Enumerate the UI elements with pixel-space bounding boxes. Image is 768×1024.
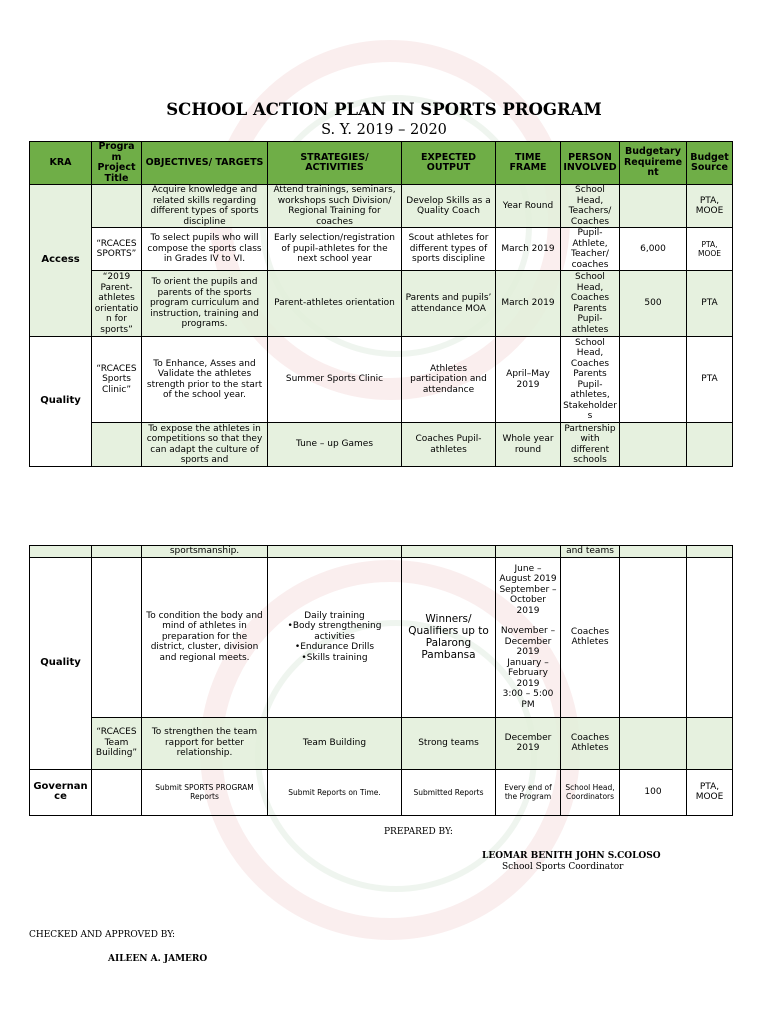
output-cell: Coaches Pupil-athletes bbox=[402, 423, 496, 467]
objectives-cell: To orient the pupils and parents of the sports program curriculum and instruction, training and programs. bbox=[142, 271, 268, 337]
strategy-item: • Skills training bbox=[270, 653, 399, 664]
output-cell: Parents and pupils’ attendance MOA bbox=[402, 271, 496, 337]
time-frame-cell: Whole year round bbox=[496, 423, 561, 467]
output-cell: Strong teams bbox=[402, 717, 496, 769]
budget-cell bbox=[620, 717, 687, 769]
source-cell: PTA, MOOE bbox=[687, 228, 733, 271]
table-row bbox=[30, 337, 733, 423]
strategies-cell: Summer Sports Clinic bbox=[268, 337, 402, 423]
time-frame-cell: April–May 2019 bbox=[496, 337, 561, 423]
document-title: SCHOOL ACTION PLAN IN SPORTS PROGRAM bbox=[166, 100, 602, 119]
output-cell: Winners/ Qualifiers up to Palarong Pambansa bbox=[402, 557, 496, 717]
budget-cell: 6,000 bbox=[620, 228, 687, 271]
output-cell: Scout athletes for different types of sports discipline bbox=[402, 228, 496, 271]
table-row bbox=[30, 769, 733, 815]
project-title-cell bbox=[92, 557, 142, 717]
school-year: S. Y. 2019 – 2020 bbox=[321, 122, 447, 138]
strategies-cell: Submit Reports on Time. bbox=[268, 769, 402, 815]
strategies-cell: Parent-athletes orientation bbox=[268, 271, 402, 337]
time-frame-cell: March 2019 bbox=[496, 228, 561, 271]
header-person-involved: PERSON INVOLVED bbox=[561, 142, 620, 185]
header-budgetary-requirement: Budgetary Requirement bbox=[620, 142, 687, 185]
budget-cell bbox=[620, 423, 687, 467]
project-title-cell: “RCACES Team Building” bbox=[92, 717, 142, 769]
person-cell: School Head, Coaches Parents Pupil-athletes bbox=[561, 271, 620, 337]
table-row bbox=[30, 557, 733, 717]
time-line: June – August 2019 bbox=[499, 563, 557, 585]
source-cell bbox=[687, 557, 733, 717]
time-frame-cell: December 2019 bbox=[496, 717, 561, 769]
budget-cell: 500 bbox=[620, 271, 687, 337]
table-row bbox=[30, 185, 733, 228]
table-row bbox=[30, 271, 733, 337]
strategy-item: • Body strengthening activities bbox=[270, 621, 399, 642]
header-budget-source: Budget Source bbox=[687, 142, 733, 185]
time-frame-cell bbox=[496, 557, 561, 717]
strategies-cell: Early selection/registration of pupil-athletes for the next school year bbox=[268, 228, 402, 271]
source-cell: PTA, MOOE bbox=[687, 769, 733, 815]
header-objectives: OBJECTIVES/ TARGETS bbox=[142, 142, 268, 185]
strategies-cell bbox=[268, 557, 402, 717]
project-title-cell bbox=[92, 185, 142, 228]
time-line: September – October 2019 bbox=[499, 584, 557, 616]
strategy-line: Daily training bbox=[304, 610, 365, 621]
person-cell: and teams bbox=[561, 546, 620, 558]
time-line: 3:00 – 5:00 PM bbox=[502, 689, 554, 710]
objectives-cell: To select pupils who will compose the sports class in Grades IV to VI. bbox=[142, 228, 268, 271]
kra-cell: Access bbox=[30, 185, 92, 337]
table-row-continuation bbox=[30, 546, 733, 558]
table-row bbox=[30, 423, 733, 467]
time-frame-cell: March 2019 bbox=[496, 271, 561, 337]
project-title-cell: “RCACES Sports Clinic” bbox=[92, 337, 142, 423]
person-cell: Partnership with different schools bbox=[561, 423, 620, 467]
action-plan-table-page1 bbox=[29, 141, 733, 467]
budget-cell bbox=[620, 337, 687, 423]
time-frame-cell: Every end of the Program bbox=[496, 769, 561, 815]
header-strategies: STRATEGIES/ ACTIVITIES bbox=[268, 142, 402, 185]
person-cell: School Head, Coaches Parents Pupil-athletes, Stakeholders bbox=[561, 337, 620, 423]
budget-cell bbox=[620, 185, 687, 228]
header-kra: KRA bbox=[30, 142, 92, 185]
person-cell: School Head, Coordinators bbox=[561, 769, 620, 815]
kra-cell: Quality bbox=[30, 337, 92, 467]
source-cell bbox=[687, 717, 733, 769]
project-title-cell: “RCACES SPORTS” bbox=[92, 228, 142, 271]
objectives-cell: To Enhance, Asses and Validate the athletes strength prior to the start of the school year. bbox=[142, 337, 268, 423]
project-title-cell: “2019 Parent-athletes orientation for sports” bbox=[92, 271, 142, 337]
person-cell: Pupil-Athlete, Teacher/ coaches bbox=[561, 228, 620, 271]
strategies-cell: Attend trainings, seminars, workshops such Division/ Regional Training for coaches bbox=[268, 185, 402, 228]
source-cell: PTA bbox=[687, 271, 733, 337]
table-row bbox=[30, 717, 733, 769]
time-line: November – December 2019 bbox=[500, 626, 556, 658]
objectives-cell: sportsmanship. bbox=[142, 546, 268, 558]
kra-cell: Quality bbox=[30, 557, 92, 769]
prepared-by-name: LEOMAR BENITH JOHN S.COLOSO bbox=[482, 851, 661, 861]
output-cell: Submitted Reports bbox=[402, 769, 496, 815]
objectives-cell: Submit SPORTS PROGRAM Reports bbox=[142, 769, 268, 815]
budget-cell: 100 bbox=[620, 769, 687, 815]
strategies-cell: Tune – up Games bbox=[268, 423, 402, 467]
header-project-title: Program Project Title bbox=[92, 142, 142, 185]
strategy-list bbox=[270, 621, 399, 663]
prepared-by-role: School Sports Coordinator bbox=[502, 862, 624, 872]
objectives-cell: To strengthen the team rapport for better relationship. bbox=[142, 717, 268, 769]
person-cell: Coaches Athletes bbox=[561, 557, 620, 717]
kra-cell: Governance bbox=[30, 769, 92, 815]
objectives-cell: To expose the athletes in competitions so that they can adapt the culture of sports and bbox=[142, 423, 268, 467]
person-cell: Coaches Athletes bbox=[561, 717, 620, 769]
table-row bbox=[30, 228, 733, 271]
header-time-frame: TIME FRAME bbox=[496, 142, 561, 185]
output-cell: Athletes participation and attendance bbox=[402, 337, 496, 423]
person-cell: School Head, Teachers/ Coaches bbox=[561, 185, 620, 228]
output-cell: Develop Skills as a Quality Coach bbox=[402, 185, 496, 228]
project-title-cell bbox=[92, 423, 142, 467]
strategies-cell: Team Building bbox=[268, 717, 402, 769]
objectives-cell: Acquire knowledge and related skills regarding different types of sports discipline bbox=[142, 185, 268, 228]
time-line: January – February 2019 bbox=[507, 657, 549, 689]
checked-approved-name: AILEEN A. JAMERO bbox=[108, 954, 208, 964]
time-frame-cell: Year Round bbox=[496, 185, 561, 228]
budget-cell bbox=[620, 557, 687, 717]
table-header-row bbox=[30, 142, 733, 185]
action-plan-table-page2 bbox=[29, 545, 733, 816]
objectives-cell: To condition the body and mind of athletes in preparation for the district, cluster, division and regional meets. bbox=[142, 557, 268, 717]
project-title-cell bbox=[92, 769, 142, 815]
prepared-by-label: PREPARED BY: bbox=[384, 827, 453, 837]
source-cell: PTA bbox=[687, 337, 733, 423]
checked-approved-label: CHECKED AND APPROVED BY: bbox=[29, 930, 176, 940]
header-expected-output: EXPECTED OUTPUT bbox=[402, 142, 496, 185]
source-cell bbox=[687, 423, 733, 467]
source-cell: PTA, MOOE bbox=[687, 185, 733, 228]
strategy-item: • Endurance Drills bbox=[270, 642, 399, 653]
